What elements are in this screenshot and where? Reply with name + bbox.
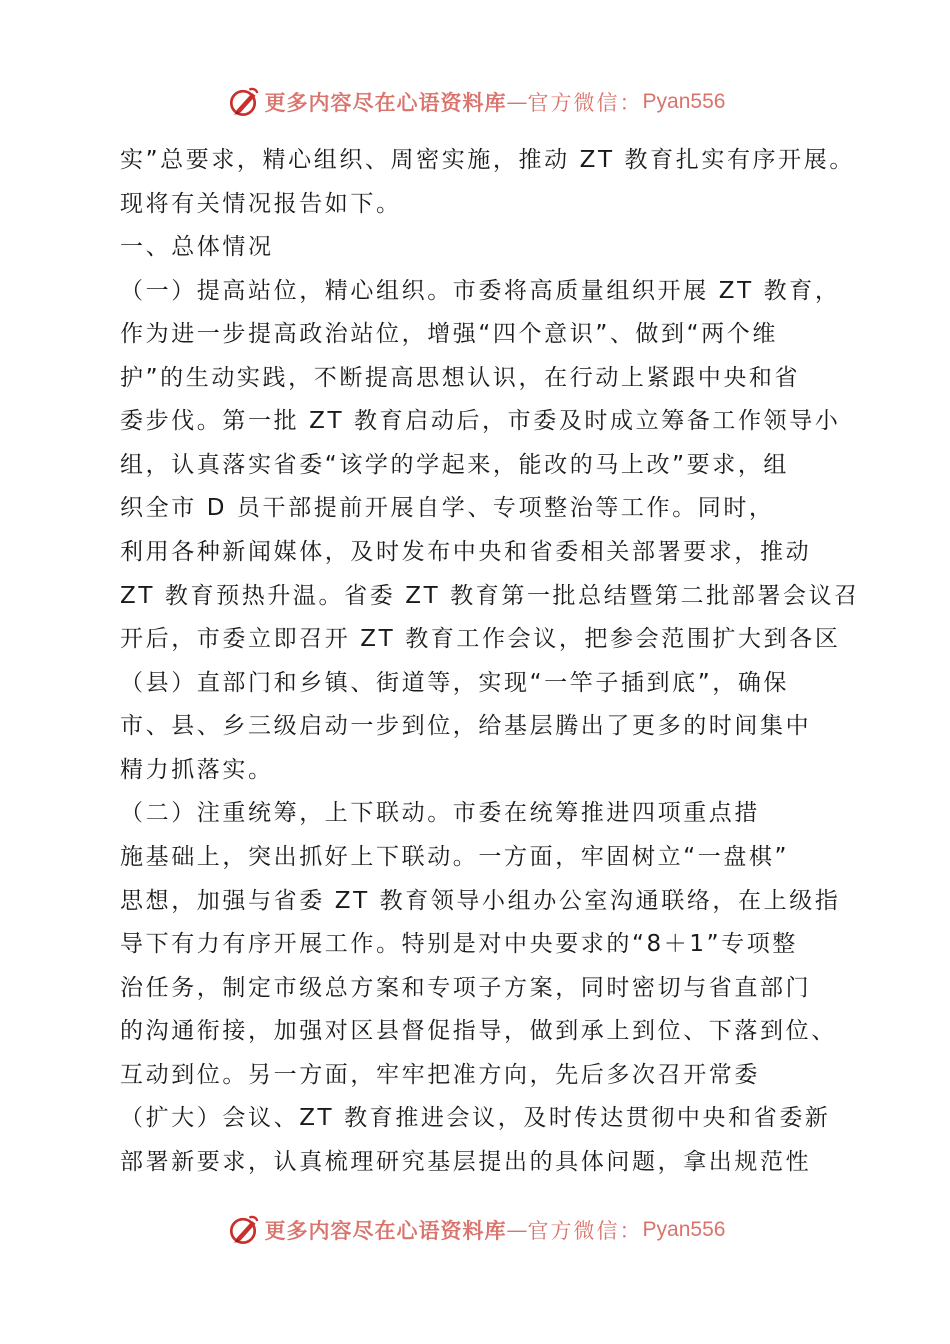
body-line: 导下有力有序开展工作。特别是对中央要求的“8＋1”专项整 [120, 931, 798, 957]
header-watermark [0, 82, 950, 122]
body-line: 部署新要求，认真梳理研究基层提出的具体问题，拿出规范性 [120, 1149, 812, 1175]
body-line: 互动到位。另一方面，牢牢把准方向，先后多次召开常委 [120, 1062, 760, 1088]
watermark-wechat-label: 官方微信： [527, 91, 643, 115]
body-line: 现将有关情况报告如下。 [120, 191, 402, 217]
pen-circle-icon [225, 84, 261, 120]
watermark-wechat-label: 官方微信： [527, 1219, 643, 1243]
body-line: 作为进一步提高政治站位，增强“四个意识”、做到“两个维 [120, 321, 778, 347]
body-line: （扩大）会议、ZT 教育推进会议，及时传达贯彻中央和省委新 [120, 1105, 831, 1131]
body-line: 护”的生动实践，不断提高思想认识，在行动上紧跟中央和省 [120, 365, 801, 391]
body-line: 组，认真落实省委“该学的学起来，能改的马上改”要求，组 [120, 452, 790, 478]
body-line: 精力抓落实。 [120, 757, 274, 783]
pen-circle-icon [225, 1212, 261, 1248]
body-line: 利用各种新闻媒体，及时发布中央和省委相关部署要求，推动 [120, 539, 812, 565]
body-line: 实”总要求，精心组织、周密实施，推动 ZT 教育扎实有序开展。 [120, 147, 855, 173]
body-line: 市、县、乡三级启动一步到位，给基层腾出了更多的时间集中 [120, 713, 812, 739]
body-line: 委步伐。第一批 ZT 教育启动后，市委及时成立筹备工作领导小 [120, 408, 841, 434]
watermark-wechat-id: Pyan556 [642, 90, 726, 113]
body-line: 施基础上，突出抓好上下联动。一方面，牢固树立“一盘棋” [120, 844, 790, 870]
body-line: 治任务，制定市级总方案和专项子方案，同时密切与省直部门 [120, 975, 812, 1001]
body-line: （二）注重统筹，上下联动。市委在统筹推进四项重点措 [120, 800, 760, 826]
watermark-separator: — [506, 90, 528, 114]
body-line: （一）提高站位，精心组织。市委将高质量组织开展 ZT 教育， [120, 278, 841, 304]
watermark-separator: — [506, 1218, 528, 1242]
section-heading: 一、总体情况 [120, 234, 274, 260]
body-line: ZT 教育预热升温。省委 ZT 教育第一批总结暨第二批部署会议召 [120, 583, 860, 609]
body-line: 织全市 D 员干部提前开展自学、专项整治等工作。同时， [120, 495, 775, 521]
body-line: （县）直部门和乡镇、街道等，实现“一竿子插到底”，确保 [120, 670, 790, 696]
body-line: 开后，市委立即召开 ZT 教育工作会议，把参会范围扩大到各区 [120, 626, 841, 652]
watermark-title: 更多内容尽在心语资料库 [264, 1218, 507, 1243]
body-line: 思想，加强与省委 ZT 教育领导小组办公室沟通联络，在上级指 [120, 888, 841, 914]
watermark-title: 更多内容尽在心语资料库 [264, 90, 507, 115]
footer-watermark [0, 1210, 950, 1250]
body-line: 的沟通衔接，加强对区县督促指导，做到承上到位、下落到位、 [120, 1018, 837, 1044]
watermark-wechat-id: Pyan556 [642, 1218, 726, 1241]
